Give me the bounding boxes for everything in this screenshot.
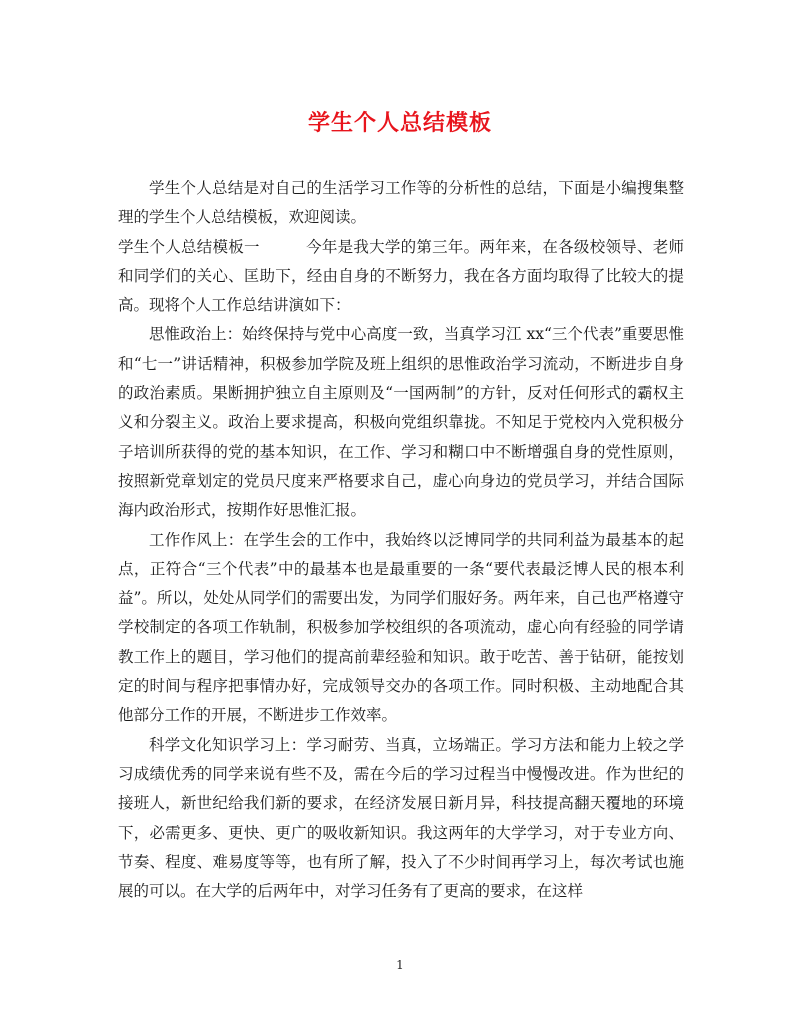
page-number: 1 [396, 958, 404, 972]
section-opening: 今年是我大学的第三年。两年来，在各级校领导、老师和同学们的关心、匡助下，经由自身的不断努力，我在各方面均取得了比较大的提高。现将个人工作总结讲演如下： [118, 237, 684, 315]
document-body [118, 174, 684, 906]
intro-paragraph: 学生个人总结是对自己的生活学习工作等的分析性的总结，下面是小编搜集整理的学生个人总结模板，欢迎阅读。 [118, 179, 684, 227]
paragraph-work-style: 工作作风上：在学生会的工作中，我始终以泛博同学的共同利益为最基本的起点，正符合“三个代表”中的最基本也是最重要的一条“要代表最泛博人民的根本利益”。所以，处处从同学们的需要出发，为同学们服好务。两年来，自己也严格遵守学校制定的各项工作轨制，积极参加学校组织的各项流动，虚心向有经验的同学请教工作上的题目，学习他们的提高前辈经验和知识。敢于吃苦、善于钻研，能按划定的时间与程序把事情办好，完成领导交办的各项工作。同时积极、主动地配合其他部分工作的开展，不断进步工作效率。 [118, 530, 684, 725]
paragraph-study: 科学文化知识学习上：学习耐劳、当真，立场端正。学习方法和能力上较之学习成绩优秀的同学来说有些不及，需在今后的学习过程当中慢慢改进。作为世纪的接班人，新世纪给我们新的要求，在经济发展日新月异，科技提高翻天覆地的环境下，必需更多、更快、更广的吸收新知识。我这两年的大学学习，对于专业方向、节奏、程度、难易度等等，也有所了解，投入了不少时间再学习上，每次考试也施展的可以。在大学的后两年中，对学习任务有了更高的要求，在这样 [118, 735, 684, 901]
page-title: 学生个人总结模板 [307, 110, 492, 136]
section-paragraph [118, 233, 684, 321]
section-heading: 学生个人总结模板一 [118, 237, 260, 256]
paragraph-political: 思惟政治上：始终保持与党中心高度一致，当真学习江 xx“三个代表”重要思惟和“七一”讲话精神，积极参加学院及班上组织的思惟政治学习流动，不断进步自身的政治素质。果断拥护独立自主原则及“一国两制”的方针，反对任何形式的霸权主义和分裂主义。政治上要求提高，积极向党组织靠拢。不知足于党校内入党积极分子培训所获得的党的基本知识，在工作、学习和糊口中不断增强自身的党性原则，按照新党章划定的党员尺度来严格要求自己，虚心向身边的党员学习，并结合国际海内政治形式，按期作好思惟汇报。 [118, 325, 684, 520]
